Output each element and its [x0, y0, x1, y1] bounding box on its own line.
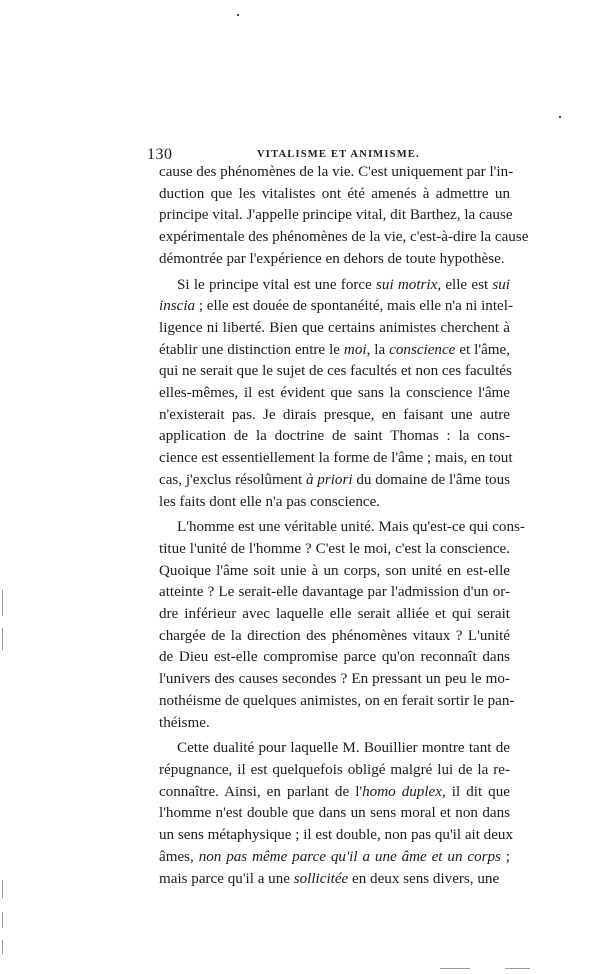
text-line: [159, 517, 525, 539]
text-run: un sens métaphysique ; il est double, non pas qu'il ait deux: [159, 827, 514, 844]
text-run: expérimentale des phénomènes de la vie, c'est-à-dire la cause: [159, 229, 529, 246]
text-run: nothéisme de quelques animistes, on en ferait sortir le pan-: [159, 692, 515, 709]
text-run: connaître. Ainsi, en parlant de l': [159, 783, 363, 800]
text-line: [159, 803, 510, 825]
text-line: [159, 869, 510, 891]
italic-run: inscia: [159, 298, 196, 315]
margin-mark: [2, 880, 3, 898]
text-line: [159, 691, 515, 713]
text-line: [159, 383, 510, 405]
text-run: du domaine de l'âme tous: [352, 471, 510, 488]
text-line: [159, 847, 510, 869]
text-run: et l'âme,: [455, 341, 511, 358]
text-run: principe vital. J'appelle principe vital, dit Barthez, la cause: [159, 207, 513, 224]
text-run: , elle est: [437, 276, 493, 293]
text-line: [159, 825, 514, 847]
text-line: [159, 669, 510, 691]
text-run: elles-mêmes, il est évident que sans la conscience l'âme: [159, 385, 510, 402]
italic-run: non pas même parce qu'il a une âme et un corps: [198, 848, 501, 865]
text-line: [159, 227, 529, 249]
text-line: [159, 713, 510, 735]
text-run: répugnance, il est quelquefois obligé malgré lui de la re-: [159, 761, 510, 778]
text-run: Cette dualité pour laquelle M. Bouillier montre tant de: [177, 740, 510, 757]
paragraph: [159, 738, 514, 890]
text-run: , la: [366, 341, 390, 358]
text-run: duction que les vitalistes ont été amenés à admettre un: [159, 185, 510, 202]
text-run: cience est essentiellement la forme de l'âme ; mais, en tout: [159, 450, 513, 467]
text-run: dre inférieur avec laquelle elle serait alliée et qui serait: [159, 606, 510, 623]
text-run: ; elle est douée de spontanéité, mais elle n'a ni intel-: [195, 298, 513, 315]
text-line: [159, 626, 510, 648]
text-run: Quoique l'âme soit unie à un corps, son unité en est-elle: [159, 562, 510, 579]
italic-run: sui motrix: [376, 276, 438, 293]
paragraph: [159, 162, 529, 271]
text-line: [159, 184, 510, 206]
text-line: [159, 162, 514, 184]
italic-run: moi: [343, 341, 367, 358]
paragraph: [159, 517, 525, 734]
page-number: 130: [147, 146, 173, 163]
text-line: [159, 340, 510, 362]
running-title: VITALISME ET ANIMISME.: [257, 149, 420, 160]
margin-mark: [2, 628, 3, 650]
text-line: [159, 492, 510, 514]
text-run: application de la doctrine de saint Thomas : la cons-: [159, 428, 510, 445]
text-line: [159, 647, 510, 669]
text-line: [159, 405, 510, 427]
text-run: chargée de la direction des phénomènes vitaux ? L'unité: [159, 627, 510, 644]
text-line: [159, 738, 510, 760]
text-line: [159, 604, 510, 626]
text-line: [159, 448, 513, 470]
text-run: titue l'unité de l'homme ? C'est le moi, c'est la conscience.: [159, 540, 510, 557]
italic-run: sui: [492, 276, 511, 293]
bottom-edge-mark: [505, 968, 530, 969]
text-line: [159, 760, 510, 782]
text-line: [159, 782, 510, 804]
text-run: atteinte ? Le serait-elle davantage par l'admission d'un or-: [159, 584, 510, 601]
text-line: [159, 582, 510, 604]
text-line: [159, 470, 510, 492]
text-line: [159, 539, 510, 561]
text-line: [159, 249, 510, 271]
text-run: n'existerait pas. Je dirais presque, en faisant une autre: [159, 406, 510, 423]
text-run: les faits dont elle n'a pas conscience.: [159, 493, 381, 510]
text-line: [159, 318, 510, 340]
text-line: [159, 275, 510, 297]
text-run: en deux sens divers, une: [348, 870, 500, 887]
bottom-edge-mark: [440, 968, 470, 969]
text-line: [159, 296, 513, 318]
text-run: L'homme est une véritable unité. Mais qu'est-ce qui cons-: [177, 519, 525, 536]
text-run: ;: [500, 848, 511, 865]
margin-mark: [2, 590, 3, 616]
margin-mark: [2, 912, 3, 928]
text-run: cas, j'exclus résolûment: [159, 471, 306, 488]
text-run: Si le principe vital est une force: [177, 276, 377, 293]
text-run: l'homme n'est double que dans un sens moral et non dans: [159, 805, 510, 822]
text-run: , il dit que: [441, 783, 510, 800]
text-line: [159, 205, 513, 227]
text-run: de Dieu est-elle compromise parce qu'on reconnaît dans: [159, 649, 510, 666]
body-text: [159, 162, 529, 890]
text-line: [159, 426, 510, 448]
text-run: établir une distinction entre le: [159, 341, 344, 358]
margin-mark: [2, 940, 3, 954]
scan-speck: [237, 14, 239, 16]
text-run: ligence ni liberté. Bien que certains animistes cherchent à: [159, 319, 510, 336]
text-line: [159, 361, 510, 383]
italic-run: conscience: [389, 341, 456, 358]
text-run: démontrée par l'expérience en dehors de toute hypothèse.: [159, 250, 505, 267]
italic-run: homo duplex: [362, 783, 442, 800]
text-line: [159, 561, 510, 583]
text-run: théisme.: [159, 714, 210, 731]
scan-speck: [559, 116, 561, 118]
text-run: âmes,: [159, 848, 199, 865]
text-run: l'univers des causes secondes ? En pressant un peu le mo-: [159, 671, 510, 688]
paragraph: [159, 275, 513, 514]
text-run: cause des phénomènes de la vie. C'est uniquement par l'in-: [159, 164, 514, 180]
italic-run: à priori: [305, 471, 353, 488]
italic-run: sollicitée: [293, 870, 349, 887]
text-run: qui ne serait que le sujet de ces facultés et non ces facultés: [159, 363, 512, 380]
text-run: mais parce qu'il a une: [159, 870, 294, 887]
